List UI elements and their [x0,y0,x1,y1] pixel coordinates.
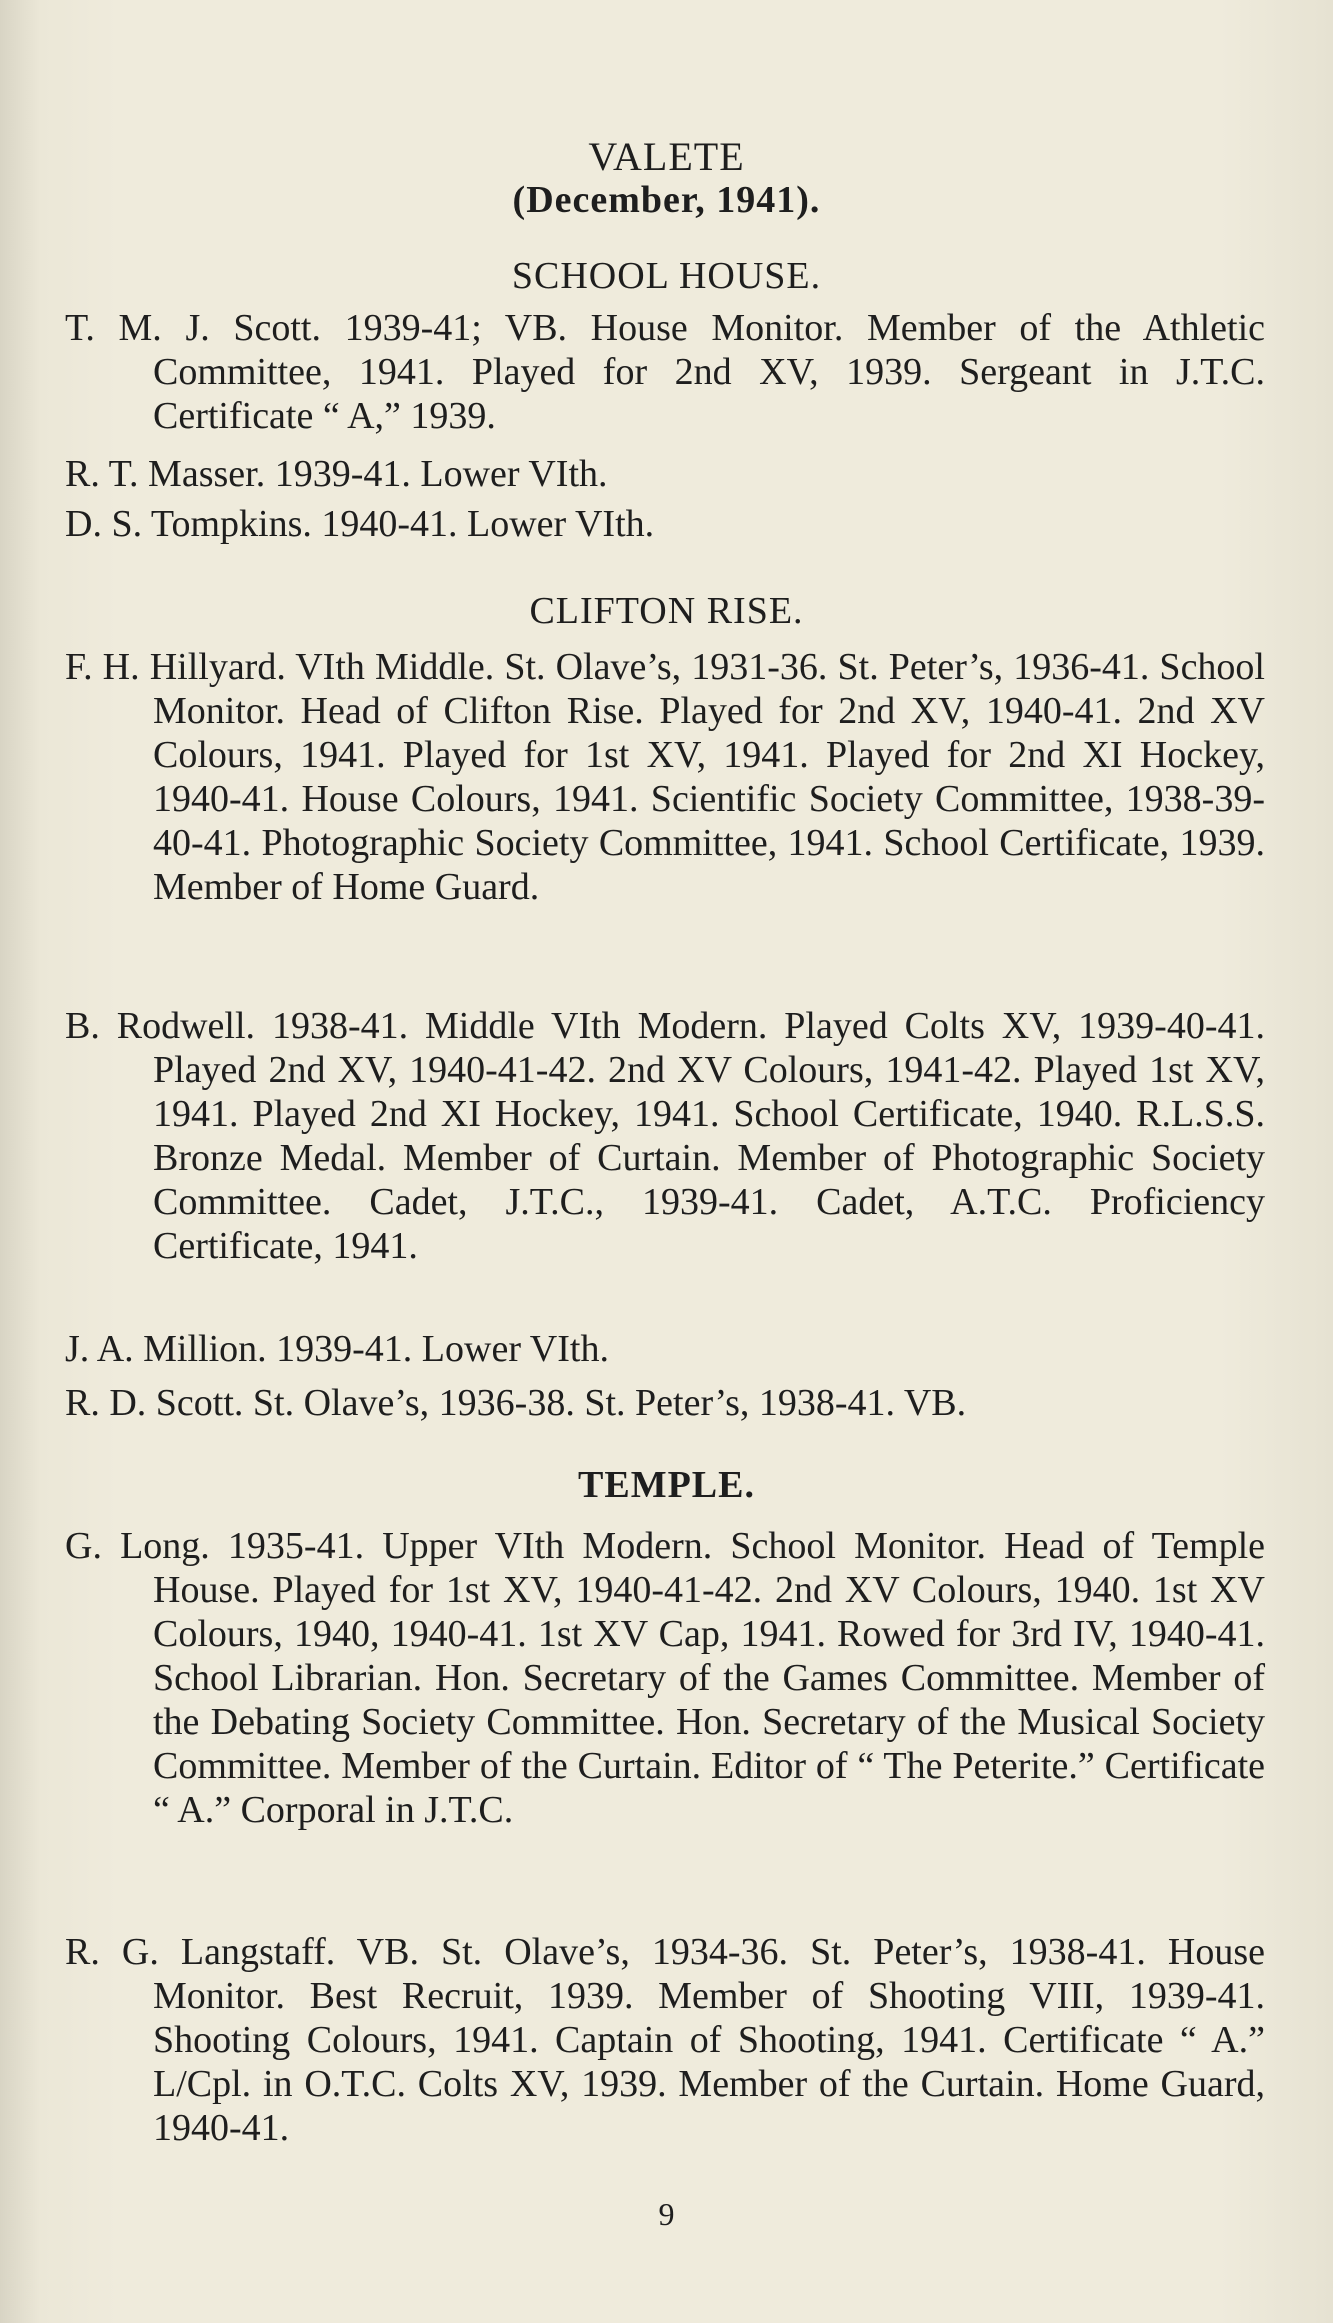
entry-million: J. A. Million. 1939-41. Lower VIth. [65,1328,609,1370]
entry-tompkins: D. S. Tompkins. 1940-41. Lower VIth. [65,503,655,545]
page-number: 9 [658,2196,675,2232]
entry-langstaff: R. G. Langstaff. VB. St. Olave’s, 1934-36. St. Peter’s, 1938-41. House Monitor. Best Recruit, 1939. Member of Shooting VIII, 1939-41. Shooting Colours, 1941. Captain of Shooting, 1941. Certificate “ A.” L/Cpl. in O.T.C. Colts XV, 1939. Member of the Curtain. Home Guard, 1940-41. [65,1931,1265,2149]
section-heading-temple: TEMPLE. [578,1464,755,1506]
entry-scott-rd: R. D. Scott. St. Olave’s, 1936-38. St. Peter’s, 1938-41. VB. [65,1382,967,1424]
entry-long: G. Long. 1935-41. Upper VIth Modern. School Monitor. Head of Temple House. Played for 1st XV, 1940-41-42. 2nd XV Colours, 1940. 1st XV Colours, 1940, 1940-41. 1st XV Cap, 1941. Rowed for 3rd IV, 1940-41. School Librarian. Hon. Secretary of the Games Committee. Member of the Debating Society Committee. Hon. Secretary of the Musical Society Committee. Member of the Curtain. Editor of “ The Peterite.” Certificate “ A.” Corporal in J.T.C. [65,1525,1265,1831]
page-title: VALETE [588,134,745,179]
section-heading-clifton-rise: CLIFTON RISE. [529,590,804,632]
page-subtitle: (December, 1941). [512,179,821,221]
entry-scott-tmj: T. M. J. Scott. 1939-41; VB. House Monitor. Member of the Athletic Committee, 1941. Played for 2nd XV, 1939. Sergeant in J.T.C. Certificate “ A,” 1939. [65,307,1265,437]
entry-masser: R. T. Masser. 1939-41. Lower VIth. [65,453,608,495]
section-heading-school-house: SCHOOL HOUSE. [511,255,822,297]
entry-rodwell: B. Rodwell. 1938-41. Middle VIth Modern. Played Colts XV, 1939-40-41. Played 2nd XV, 1940-41-42. 2nd XV Colours, 1941-42. Played 1st XV, 1941. Played 2nd XI Hockey, 1941. School Certificate, 1940. R.L.S.S. Bronze Medal. Member of Curtain. Member of Photographic Society Committee. Cadet, J.T.C., 1939-41. Cadet, A.T.C. Proficiency Certificate, 1941. [65,1005,1265,1267]
entry-hillyard: F. H. Hillyard. VIth Middle. St. Olave’s, 1931-36. St. Peter’s, 1936-41. School Monitor. Head of Clifton Rise. Played for 2nd XV, 1940-41. 2nd XV Colours, 1941. Played for 1st XV, 1941. Played for 2nd XI Hockey, 1940-41. House Colours, 1941. Scientific Society Committee, 1938-39-40-41. Photographic Society Committee, 1941. School Certificate, 1939. Member of Home Guard. [65,646,1265,908]
